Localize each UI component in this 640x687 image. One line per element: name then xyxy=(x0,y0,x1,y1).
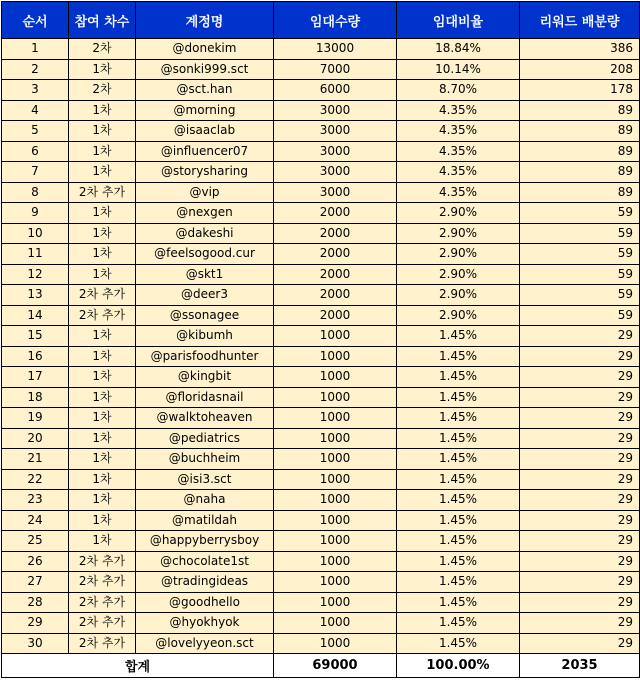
cell-reward: 29 xyxy=(520,592,640,613)
cell-ratio: 4.35% xyxy=(397,141,520,162)
cell-ratio: 2.90% xyxy=(397,223,520,244)
cell-round: 2차 추가 xyxy=(69,305,136,326)
cell-ratio: 1.45% xyxy=(397,633,520,654)
total-quantity: 69000 xyxy=(274,654,397,678)
cell-account: @chocolate1st xyxy=(136,551,274,572)
cell-account: @sonki999.sct xyxy=(136,59,274,80)
cell-round: 1차 xyxy=(69,100,136,121)
table-row xyxy=(2,387,640,408)
cell-ratio: 2.90% xyxy=(397,305,520,326)
table-row xyxy=(2,141,640,162)
table-row xyxy=(2,162,640,183)
cell-reward: 59 xyxy=(520,285,640,306)
reward-distribution-table xyxy=(1,1,640,678)
table-row xyxy=(2,346,640,367)
cell-account: @ssonagee xyxy=(136,305,274,326)
cell-ratio: 4.35% xyxy=(397,182,520,203)
cell-account: @morning xyxy=(136,100,274,121)
cell-reward: 29 xyxy=(520,408,640,429)
cell-round: 1차 xyxy=(69,264,136,285)
cell-quantity: 2000 xyxy=(274,264,397,285)
cell-quantity: 7000 xyxy=(274,59,397,80)
cell-order: 21 xyxy=(2,449,69,470)
cell-round: 1차 xyxy=(69,367,136,388)
total-ratio: 100.00% xyxy=(397,654,520,678)
cell-round: 2차 추가 xyxy=(69,592,136,613)
cell-round: 1차 xyxy=(69,141,136,162)
cell-order: 2 xyxy=(2,59,69,80)
cell-ratio: 1.45% xyxy=(397,531,520,552)
cell-quantity: 1000 xyxy=(274,531,397,552)
cell-ratio: 1.45% xyxy=(397,346,520,367)
header-reward: 리워드 배분량 xyxy=(520,2,640,39)
cell-ratio: 1.45% xyxy=(397,551,520,572)
cell-ratio: 1.45% xyxy=(397,572,520,593)
cell-quantity: 1000 xyxy=(274,490,397,511)
cell-reward: 29 xyxy=(520,346,640,367)
table-row xyxy=(2,326,640,347)
cell-ratio: 1.45% xyxy=(397,613,520,634)
cell-reward: 59 xyxy=(520,305,640,326)
cell-account: @influencer07 xyxy=(136,141,274,162)
cell-ratio: 4.35% xyxy=(397,100,520,121)
cell-ratio: 1.45% xyxy=(397,490,520,511)
cell-reward: 29 xyxy=(520,551,640,572)
cell-round: 1차 xyxy=(69,531,136,552)
cell-ratio: 1.45% xyxy=(397,510,520,531)
cell-ratio: 10.14% xyxy=(397,59,520,80)
cell-round: 2차 추가 xyxy=(69,572,136,593)
cell-reward: 29 xyxy=(520,531,640,552)
header-order: 순서 xyxy=(2,2,69,39)
cell-reward: 59 xyxy=(520,264,640,285)
cell-order: 29 xyxy=(2,613,69,634)
cell-quantity: 1000 xyxy=(274,613,397,634)
table-row xyxy=(2,203,640,224)
cell-round: 1차 xyxy=(69,428,136,449)
cell-order: 19 xyxy=(2,408,69,429)
table-row xyxy=(2,551,640,572)
cell-order: 20 xyxy=(2,428,69,449)
table-row xyxy=(2,408,640,429)
table-row xyxy=(2,244,640,265)
total-reward: 2035 xyxy=(520,654,640,678)
cell-ratio: 18.84% xyxy=(397,39,520,60)
cell-round: 2차 추가 xyxy=(69,182,136,203)
cell-order: 16 xyxy=(2,346,69,367)
cell-order: 7 xyxy=(2,162,69,183)
cell-account: @sct.han xyxy=(136,80,274,101)
table-row xyxy=(2,223,640,244)
cell-quantity: 1000 xyxy=(274,449,397,470)
cell-reward: 89 xyxy=(520,162,640,183)
table-row xyxy=(2,613,640,634)
cell-reward: 29 xyxy=(520,613,640,634)
cell-round: 2차 추가 xyxy=(69,285,136,306)
cell-quantity: 1000 xyxy=(274,428,397,449)
cell-ratio: 1.45% xyxy=(397,428,520,449)
cell-reward: 29 xyxy=(520,633,640,654)
table-row xyxy=(2,59,640,80)
cell-order: 10 xyxy=(2,223,69,244)
cell-ratio: 1.45% xyxy=(397,449,520,470)
table-row xyxy=(2,428,640,449)
cell-ratio: 2.90% xyxy=(397,244,520,265)
cell-reward: 89 xyxy=(520,182,640,203)
cell-order: 26 xyxy=(2,551,69,572)
cell-quantity: 1000 xyxy=(274,551,397,572)
cell-order: 25 xyxy=(2,531,69,552)
cell-order: 5 xyxy=(2,121,69,142)
header-round: 참여 차수 xyxy=(69,2,136,39)
cell-order: 17 xyxy=(2,367,69,388)
cell-account: @floridasnail xyxy=(136,387,274,408)
cell-reward: 386 xyxy=(520,39,640,60)
cell-round: 1차 xyxy=(69,244,136,265)
cell-ratio: 2.90% xyxy=(397,203,520,224)
header-quantity: 임대수량 xyxy=(274,2,397,39)
table-row xyxy=(2,264,640,285)
cell-quantity: 1000 xyxy=(274,469,397,490)
cell-quantity: 13000 xyxy=(274,39,397,60)
cell-quantity: 3000 xyxy=(274,182,397,203)
cell-quantity: 3000 xyxy=(274,100,397,121)
cell-order: 1 xyxy=(2,39,69,60)
cell-round: 1차 xyxy=(69,326,136,347)
cell-order: 9 xyxy=(2,203,69,224)
cell-reward: 89 xyxy=(520,100,640,121)
cell-round: 1차 xyxy=(69,387,136,408)
table-header xyxy=(2,2,640,39)
cell-reward: 29 xyxy=(520,449,640,470)
cell-order: 27 xyxy=(2,572,69,593)
cell-round: 1차 xyxy=(69,408,136,429)
cell-account: @pediatrics xyxy=(136,428,274,449)
cell-round: 1차 xyxy=(69,469,136,490)
table-row xyxy=(2,633,640,654)
cell-reward: 89 xyxy=(520,141,640,162)
cell-reward: 59 xyxy=(520,203,640,224)
cell-account: @walktoheaven xyxy=(136,408,274,429)
total-row xyxy=(2,654,640,678)
table-body xyxy=(2,39,640,654)
cell-ratio: 1.45% xyxy=(397,592,520,613)
cell-round: 1차 xyxy=(69,346,136,367)
table-row xyxy=(2,121,640,142)
cell-order: 14 xyxy=(2,305,69,326)
table-row xyxy=(2,490,640,511)
cell-round: 2차 추가 xyxy=(69,551,136,572)
table-row xyxy=(2,510,640,531)
cell-account: @naha xyxy=(136,490,274,511)
cell-reward: 89 xyxy=(520,121,640,142)
cell-round: 1차 xyxy=(69,121,136,142)
cell-order: 18 xyxy=(2,387,69,408)
cell-order: 15 xyxy=(2,326,69,347)
cell-order: 3 xyxy=(2,80,69,101)
header-row xyxy=(2,2,640,39)
cell-quantity: 6000 xyxy=(274,80,397,101)
cell-quantity: 1000 xyxy=(274,408,397,429)
table-row xyxy=(2,449,640,470)
cell-order: 30 xyxy=(2,633,69,654)
cell-account: @tradingideas xyxy=(136,572,274,593)
cell-quantity: 1000 xyxy=(274,572,397,593)
cell-quantity: 3000 xyxy=(274,141,397,162)
cell-order: 4 xyxy=(2,100,69,121)
table-row xyxy=(2,572,640,593)
cell-order: 8 xyxy=(2,182,69,203)
table-row xyxy=(2,305,640,326)
cell-ratio: 2.90% xyxy=(397,264,520,285)
cell-account: @dakeshi xyxy=(136,223,274,244)
cell-reward: 29 xyxy=(520,510,640,531)
cell-round: 1차 xyxy=(69,59,136,80)
header-account: 계정명 xyxy=(136,2,274,39)
cell-quantity: 1000 xyxy=(274,510,397,531)
cell-reward: 29 xyxy=(520,469,640,490)
cell-order: 12 xyxy=(2,264,69,285)
table-footer xyxy=(2,654,640,678)
cell-reward: 29 xyxy=(520,367,640,388)
cell-order: 28 xyxy=(2,592,69,613)
table-row xyxy=(2,80,640,101)
cell-quantity: 2000 xyxy=(274,223,397,244)
cell-account: @vip xyxy=(136,182,274,203)
cell-reward: 29 xyxy=(520,490,640,511)
cell-account: @storysharing xyxy=(136,162,274,183)
table-row xyxy=(2,531,640,552)
total-label: 합계 xyxy=(2,654,274,678)
cell-account: @parisfoodhunter xyxy=(136,346,274,367)
cell-reward: 29 xyxy=(520,326,640,347)
cell-quantity: 1000 xyxy=(274,326,397,347)
cell-round: 2차 추가 xyxy=(69,633,136,654)
table-row xyxy=(2,469,640,490)
cell-account: @donekim xyxy=(136,39,274,60)
cell-round: 2차 xyxy=(69,39,136,60)
cell-account: @buchheim xyxy=(136,449,274,470)
cell-account: @isi3.sct xyxy=(136,469,274,490)
cell-account: @hyokhyok xyxy=(136,613,274,634)
cell-account: @kingbit xyxy=(136,367,274,388)
cell-round: 1차 xyxy=(69,203,136,224)
cell-reward: 178 xyxy=(520,80,640,101)
cell-order: 22 xyxy=(2,469,69,490)
cell-ratio: 4.35% xyxy=(397,121,520,142)
cell-account: @deer3 xyxy=(136,285,274,306)
cell-account: @kibumh xyxy=(136,326,274,347)
cell-account: @isaaclab xyxy=(136,121,274,142)
cell-ratio: 1.45% xyxy=(397,469,520,490)
cell-quantity: 2000 xyxy=(274,203,397,224)
cell-ratio: 1.45% xyxy=(397,387,520,408)
header-ratio: 임대비율 xyxy=(397,2,520,39)
cell-reward: 59 xyxy=(520,223,640,244)
cell-order: 6 xyxy=(2,141,69,162)
cell-reward: 29 xyxy=(520,428,640,449)
table-row xyxy=(2,367,640,388)
cell-account: @skt1 xyxy=(136,264,274,285)
cell-ratio: 1.45% xyxy=(397,326,520,347)
cell-round: 1차 xyxy=(69,490,136,511)
cell-ratio: 1.45% xyxy=(397,367,520,388)
cell-account: @lovelyyeon.sct xyxy=(136,633,274,654)
cell-ratio: 4.35% xyxy=(397,162,520,183)
cell-quantity: 1000 xyxy=(274,592,397,613)
cell-account: @happyberrysboy xyxy=(136,531,274,552)
table-row xyxy=(2,285,640,306)
cell-quantity: 2000 xyxy=(274,305,397,326)
cell-quantity: 1000 xyxy=(274,387,397,408)
cell-account: @nexgen xyxy=(136,203,274,224)
cell-reward: 208 xyxy=(520,59,640,80)
cell-quantity: 3000 xyxy=(274,121,397,142)
table-row xyxy=(2,592,640,613)
cell-round: 1차 xyxy=(69,223,136,244)
cell-account: @matildah xyxy=(136,510,274,531)
cell-order: 24 xyxy=(2,510,69,531)
cell-order: 23 xyxy=(2,490,69,511)
table-row xyxy=(2,39,640,60)
cell-ratio: 2.90% xyxy=(397,285,520,306)
cell-ratio: 8.70% xyxy=(397,80,520,101)
cell-round: 1차 xyxy=(69,449,136,470)
table-row xyxy=(2,100,640,121)
cell-ratio: 1.45% xyxy=(397,408,520,429)
cell-order: 13 xyxy=(2,285,69,306)
cell-quantity: 1000 xyxy=(274,346,397,367)
cell-round: 2차 추가 xyxy=(69,613,136,634)
cell-account: @feelsogood.cur xyxy=(136,244,274,265)
cell-round: 1차 xyxy=(69,510,136,531)
cell-quantity: 2000 xyxy=(274,244,397,265)
cell-reward: 29 xyxy=(520,572,640,593)
cell-reward: 29 xyxy=(520,387,640,408)
cell-order: 11 xyxy=(2,244,69,265)
cell-quantity: 1000 xyxy=(274,633,397,654)
cell-account: @goodhello xyxy=(136,592,274,613)
cell-quantity: 3000 xyxy=(274,162,397,183)
cell-quantity: 1000 xyxy=(274,367,397,388)
cell-round: 2차 xyxy=(69,80,136,101)
cell-reward: 59 xyxy=(520,244,640,265)
cell-round: 1차 xyxy=(69,162,136,183)
cell-quantity: 2000 xyxy=(274,285,397,306)
table-row xyxy=(2,182,640,203)
